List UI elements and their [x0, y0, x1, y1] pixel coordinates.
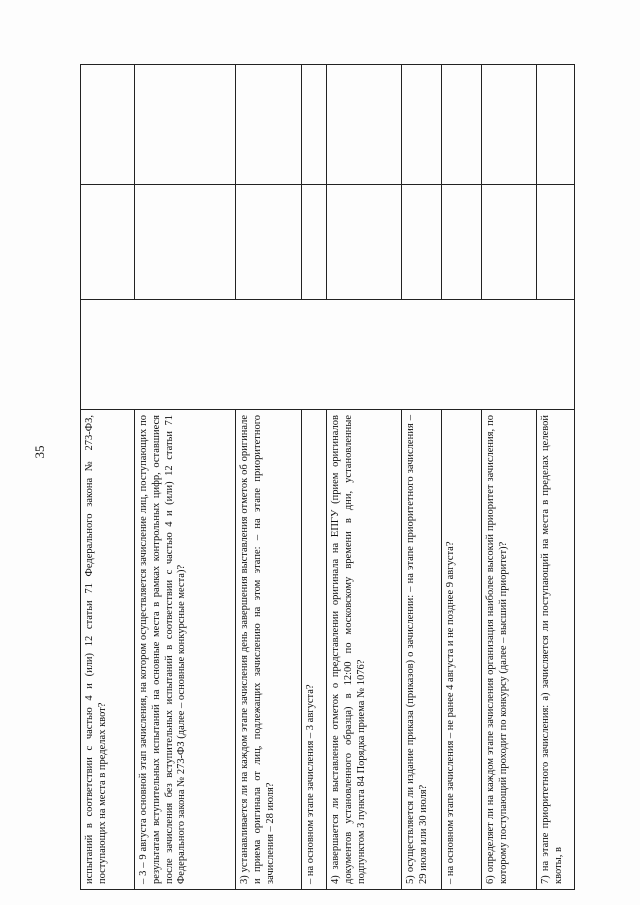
table-row	[81, 65, 135, 890]
table-row	[442, 65, 482, 890]
table-row	[236, 65, 302, 890]
answer-cell	[482, 185, 537, 300]
answer-cell	[537, 185, 575, 300]
page-number: 35	[32, 445, 47, 459]
answer-cell	[327, 185, 402, 300]
answer-cell	[442, 185, 482, 300]
table-row	[302, 65, 327, 890]
question-cell	[442, 410, 482, 890]
question-cell	[302, 410, 327, 890]
question-text: – на основном этапе зачисления – 3 августа?	[305, 684, 316, 884]
answer-cell	[482, 65, 537, 185]
checklist-table-rotated	[80, 65, 574, 890]
question-text: испытаний в соответствии с частью 4 и (или) 12 статьи 71 Федерального закона № 273-ФЗ, поступающих на места в пределах квот?	[84, 415, 108, 884]
answer-cell	[537, 65, 575, 185]
answer-cell	[135, 65, 236, 185]
answer-cell	[135, 185, 236, 300]
answer-cell	[402, 65, 442, 185]
table-row	[402, 65, 442, 890]
answer-cell	[302, 185, 327, 300]
question-text: 6) определяет ли на каждом этапе зачисления организация наиболее высокий приоритет зачисления, по которому поступающий проходит по конкурсу (далее – высший приоритет)?	[485, 415, 509, 884]
table-row	[482, 65, 537, 890]
question-text: 4) завершается ли выставление отметок о представлении оригинала на ЕПГУ (прием оригиналов документов установленного образца) в 12:00 по московскому времени в дни, установленные подпунктом 3 пункта 84 Порядка приема № 1076?	[330, 415, 367, 884]
answer-cell	[81, 185, 135, 300]
question-cell	[327, 410, 402, 890]
table-row	[135, 65, 236, 890]
question-cell	[135, 410, 236, 890]
checklist-table-wrapper	[80, 65, 574, 890]
question-cell	[537, 410, 575, 890]
question-cell	[402, 410, 442, 890]
answer-cell	[302, 65, 327, 185]
answer-cell	[236, 65, 302, 185]
answer-cell	[442, 65, 482, 185]
answer-cell	[402, 185, 442, 300]
question-cell	[81, 410, 135, 890]
answer-cell	[327, 65, 402, 185]
answer-cell	[81, 300, 575, 410]
table-row	[327, 65, 402, 890]
question-cell	[482, 410, 537, 890]
question-text: 7) на этапе приоритетного зачисления: а) зачисляется ли поступающий на места в пределах целевой квоты, в	[540, 415, 564, 884]
answer-cell	[236, 185, 302, 300]
question-text: – на основном этапе зачисления – не ранее 4 августа и не позднее 9 августа?	[445, 541, 456, 884]
table-row	[537, 65, 575, 890]
question-text: – 3 – 9 августа основной этап зачисления, на котором осуществляется зачисление лиц, поступающих по результатам вступительных испытаний на основные места в рамках контрольных цифр, оставшиеся после зачисления без вступительных испытаний в соответствии с частью 4 и (или) 12 статьи 71 Федерального закона № 273-ФЗ (далее – основные конкурсные места)?	[138, 415, 188, 884]
answer-cell	[81, 65, 135, 185]
question-text: 5) осуществляется ли издание приказа (приказов) о зачислении: – на этапе приоритетного зачисления – 29 июля или 30 июля?	[405, 415, 429, 884]
question-text: 3) устанавливается ли на каждом этапе зачисления день завершения выставления отметок об оригинале и приема оригинала от лиц, подлежащих зачислению на этом этапе: – на этапе приоритетного зачисления – 28 июля?	[239, 415, 276, 884]
question-cell	[236, 410, 302, 890]
checklist-table	[80, 64, 575, 890]
